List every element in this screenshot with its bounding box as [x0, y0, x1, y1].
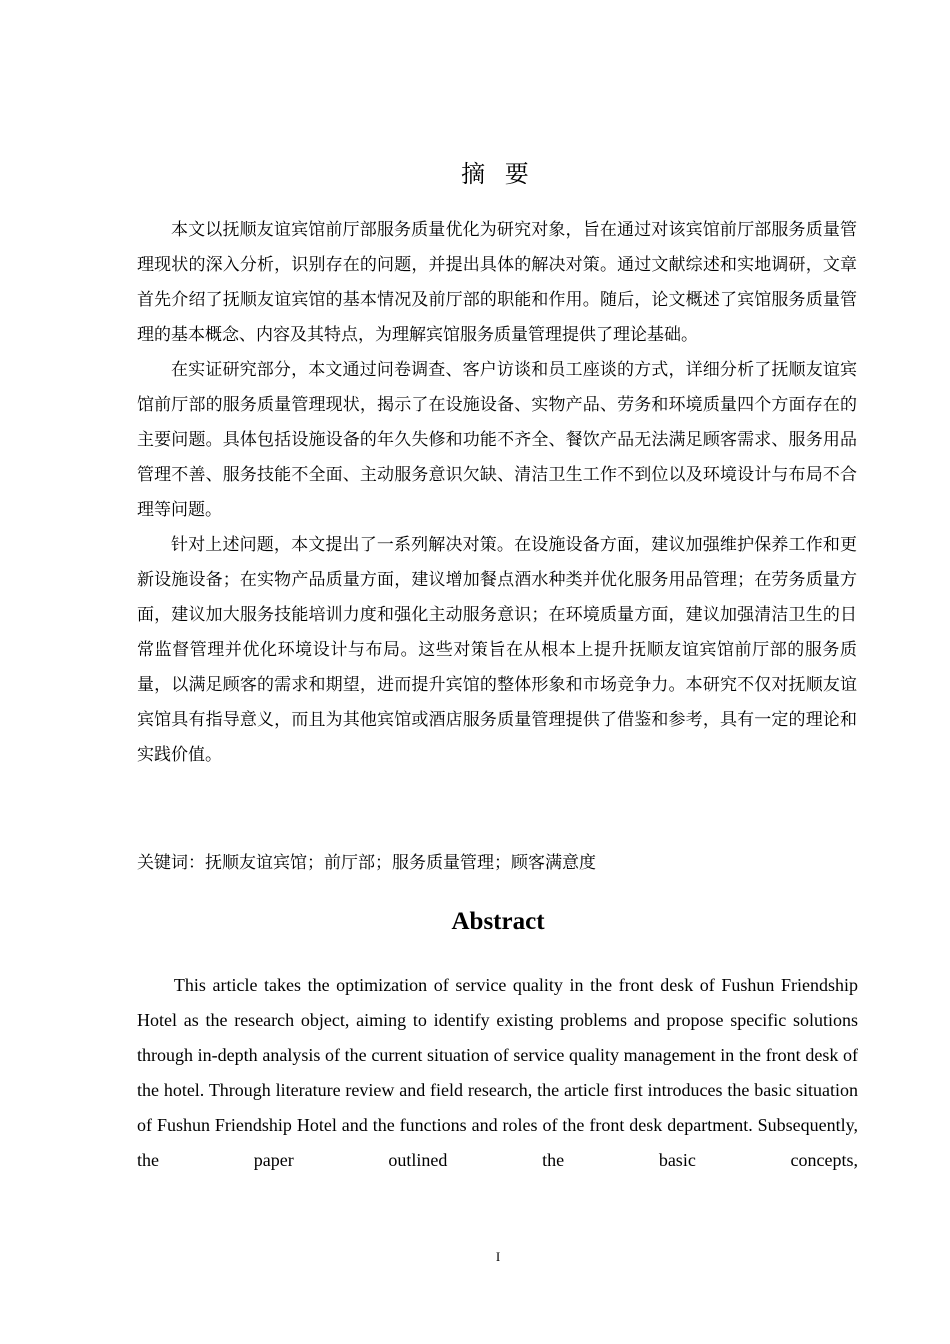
cn-keywords	[137, 846, 857, 880]
cn-abstract-paragraph-3: 针对上述问题，本文提出了一系列解决对策。在设施设备方面，建议加强维护保养工作和更新设施设备；在实物产品质量方面，建议增加餐点酒水种类并优化服务用品管理；在劳务质量方面，建议加大服务技能培训力度和强化主动服务意识；在环境质量方面，建议加强清洁卫生的日常监督管理并优化环境设计与布局。这些对策旨在从根本上提升抚顺友谊宾馆前厅部的服务质量，以满足顾客的需求和期望，进而提升宾馆的整体形象和市场竞争力。本研究不仅对抚顺友谊宾馆具有指导意义，而且为其他宾馆或酒店服务质量管理提供了借鉴和参考，具有一定的理论和实践价值。	[137, 535, 857, 765]
en-abstract-paragraph: This article takes the optimization of service quality in the front desk of Fushun Friendship Hotel as the research object, aiming to identify existing problems and propose specific solutions through in-depth analysis of the current situation of service quality management in the front desk of the hotel. Through literature review and field research, the article first introduces the basic situation of Fushun Friendship Hotel and the functions and roles of the front desk department. Subsequently, the paper outlined the basic concepts,	[137, 975, 858, 1170]
cn-abstract-paragraph-2: 在实证研究部分，本文通过问卷调查、客户访谈和员工座谈的方式，详细分析了抚顺友谊宾馆前厅部的服务质量管理现状，揭示了在设施设备、实物产品、劳务和环境质量四个方面存在的主要问题。具体包括设施设备的年久失修和功能不齐全、餐饮产品无法满足顾客需求、服务用品管理不善、服务技能不全面、主动服务意识欠缺、清洁卫生工作不到位以及环境设计与布局不合理等问题。	[137, 360, 857, 520]
en-abstract-title: Abstract	[451, 908, 545, 935]
cn-abstract-title: 摘 要	[461, 160, 535, 188]
cn-abstract-body	[137, 213, 857, 773]
en-abstract-body	[137, 968, 858, 1178]
keywords-label: 关键词：	[137, 853, 205, 873]
keywords-value: 抚顺友谊宾馆；前厅部；服务质量管理；顾客满意度	[205, 853, 596, 873]
page-number: I	[495, 1249, 501, 1264]
cn-abstract-paragraph-1: 本文以抚顺友谊宾馆前厅部服务质量优化为研究对象，旨在通过对该宾馆前厅部服务质量管理现状的深入分析，识别存在的问题，并提出具体的解决对策。通过文献综述和实地调研，文章首先介绍了抚顺友谊宾馆的基本情况及前厅部的职能和作用。随后，论文概述了宾馆服务质量管理的基本概念、内容及其特点，为理解宾馆服务质量管理提供了理论基础。	[137, 220, 857, 345]
